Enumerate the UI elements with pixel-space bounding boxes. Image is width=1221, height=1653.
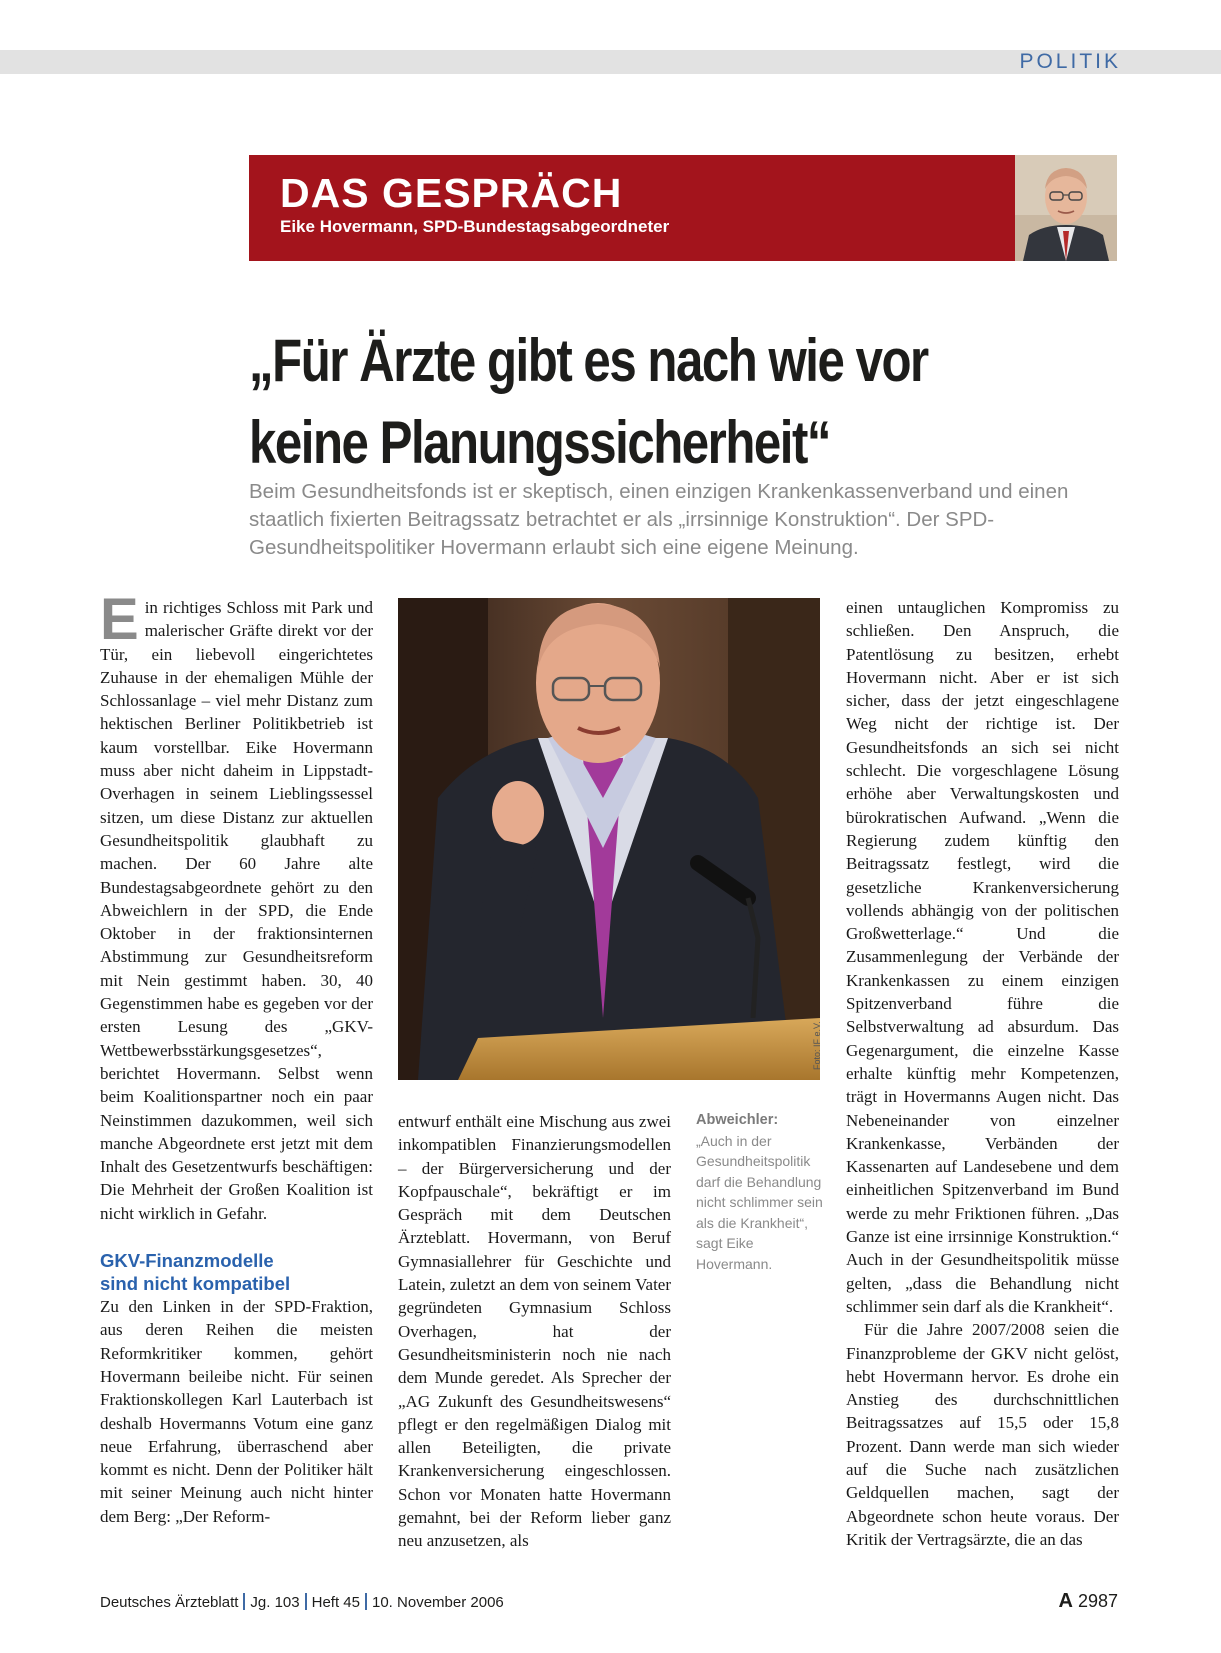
paragraph: einen untauglichen Kompromiss zu schließen. Den Anspruch, die Patentlösung zu besitzen, erhebt Hovermann nicht. Aber er ist sich sicher, dass der jetzt eingeschlagene Weg nicht der richtige ist. Der Gesundheitsfonds an sich sei nicht schlecht. Die vorgeschlagene Lösung erhöhe aber Verwaltungskosten und bürokratischen Aufwand. „Wenn die Regierung zudem künftig den Beitragssatz festlegt, wird die gesetzliche Krankenversicherung vollends abhängig von der politischen Großwetterlage.“ Und die Zusammenlegung der Verbände der Krankenkassen zu einem einzigen Spitzenverband führe die Selbstverwaltung ad absurdum. Das Gegenargument, die einzelne Kasse erhalte künftig mehr Kompetenzen, trägt in Hovermanns Augen nicht. Das Nebeneinander von einzelner Krankenkasse, Verbänden der Kassenarten auf Landesebene und dem einheitlichen Spitzenverband im Bund werde zu mehr Friktionen führen. „Das Ganze ist eine irrsinnige Konstruktion.“ Auch in der Gesundheitspolitik müsse gelten, „dass die Behandlung nicht schlimmer sein darf als die Krankheit“. [846,598,1119,1316]
page-prefix: A [1058,1590,1073,1612]
caption-title: Abweichler: [696,1112,779,1128]
banner-title: DAS GESPRÄCH [280,170,623,216]
caption-text: „Auch in der Gesundheitspolitik darf die Behandlung nicht schlimmer sein als die Krankheit“, sagt Eike Hovermann. [696,1132,823,1272]
page-number [1058,1590,1118,1613]
paragraph [100,587,373,1225]
paragraph: Für die Jahre 2007/2008 seien die Finanzprobleme der GKV nicht gelöst, hebt Hovermann hervor. Es drohe ein Anstieg des durchschnittlichen Beitragssatzes auf 15,5 oder 15,8 Prozent. Dann werde man sich wieder auf die Suche nach zusätzlichen Geldquellen machen, sagt der Abgeordnete schon heute voraus. Der Kritik der Vertragsärzte, die an das [846,1320,1119,1549]
footer-separator [305,1593,307,1610]
journal-volume: Jg. 103 [250,1594,300,1611]
subheading-line-1: GKV-Finanzmodelle [100,1250,274,1272]
photo-caption [696,1110,828,1274]
subheading [100,1249,373,1295]
interview-banner [249,155,1117,261]
article-headline [249,320,971,484]
article-column-1 [100,587,373,1528]
banner-subtitle: Eike Hovermann, SPD-Bundestagsabgeordneter [280,217,670,236]
footer-separator [365,1593,367,1610]
issue-date: 10. November 2006 [372,1594,504,1611]
article-column-2 [398,1110,671,1553]
paragraph: entwurf enthält eine Mischung aus zwei inkompatiblen Finanzierungsmodellen – der Bürgerversicherung und der Kopfpauschale“, bekräftigt er im Gespräch mit dem Deutschen Ärzteblatt. Hovermann, von Beruf Gymnasiallehrer für Geschichte und Latein, zuletzt an dem von seinem Vater gegründeten Gymnasium Schloss Overhagen, hat der Gesundheitsministerin noch nie nach dem Munde geredet. Als Sprecher der „AG Zukunft des Gesundheitswesens“ pflegt er den regelmäßigen Dialog mit allen Beteiligten, die private Krankenversicherung eingeschlossen. Schon vor Monaten hatte Hovermann gemahnt, bei der Reform lieber ganz neu anzusetzen, als [398,1112,672,1551]
headline-line-1: „Für Ärzte gibt es nach wie vor [249,327,928,394]
drop-cap: E [100,587,139,652]
footer-separator [243,1593,245,1610]
page-footer [100,1593,504,1611]
speaker-photo [398,598,820,1080]
page-number-value: 2987 [1077,1591,1118,1611]
article-column-3 [846,596,1119,1551]
paragraph-text: in richtiges Schloss mit Park und malerischer Gräfte direkt vor der Tür, ein liebevoll eingerichtetes Zuhause in der ehemaligen Mühle der Schlossanlage – viel mehr Distanz zum hektischen Berliner Politikbetrieb ist kaum vorstellbar. Eike Hovermann muss aber nicht daheim in Lippstadt-Overhagen in seinem Lieblingssessel sitzen, um diese Distanz zur aktuellen Gesundheitspolitik glaubhaft zu machen. Der 60 Jahre alte Bundestagsabgeordnete gehört zu den Abweichlern in der SPD, die Ende Oktober in der fraktionsinternen Abstimmung zur Gesundheitsreform mit Nein gestimmt haben. 30, 40 Gegenstimmen habe es gegeben vor der ersten Lesung des „GKV-Wettbewerbsstärkungsgesetzes“, berichtet Hovermann. Selbst wenn beim Koalitionspartner noch ein paar Neinstimmen dazukommen, weil sich manche Abgeordnete erst jetzt mit dem Inhalt des Gesetzentwurfs beschäftigen: Die Mehrheit der Großen Koalition ist nicht wirklich in Gefahr. [100,598,373,1223]
photo-credit: Foto: IF e.V. [812,1021,822,1070]
portrait-photo [1015,155,1117,261]
paragraph: Zu den Linken in der SPD-Fraktion, aus deren Reihen die meisten Reformkritiker kommen, gehört Hovermann beileibe nicht. Für seinen Fraktionskollegen Karl Lauterbach ist deshalb Hovermanns Votum eine ganz neue Erfahrung, überraschend aber kommt es nicht. Denn der Politiker hält mit seiner Meinung auch nicht hinter dem Berg: „Der Reform- [100,1297,373,1526]
headline-line-2: keine Planungssicherheit“ [249,409,831,476]
journal-issue: Heft 45 [311,1594,360,1611]
article-lede: Beim Gesundheitsfonds ist er skeptisch, einen einzigen Krankenkassenverband und einen staatlich fixierten Beitragssatz betrachtet er als „irrsinnige Konstruktion“. Der SPD-Gesundheitspolitiker Hovermann erlaubt sich eine eigene Meinung. [249,480,1069,559]
journal-name: Deutsches Ärzteblatt [100,1594,239,1611]
section-label: POLITIK [1019,50,1121,73]
subheading-line-2: sind nicht kompatibel [100,1273,291,1295]
